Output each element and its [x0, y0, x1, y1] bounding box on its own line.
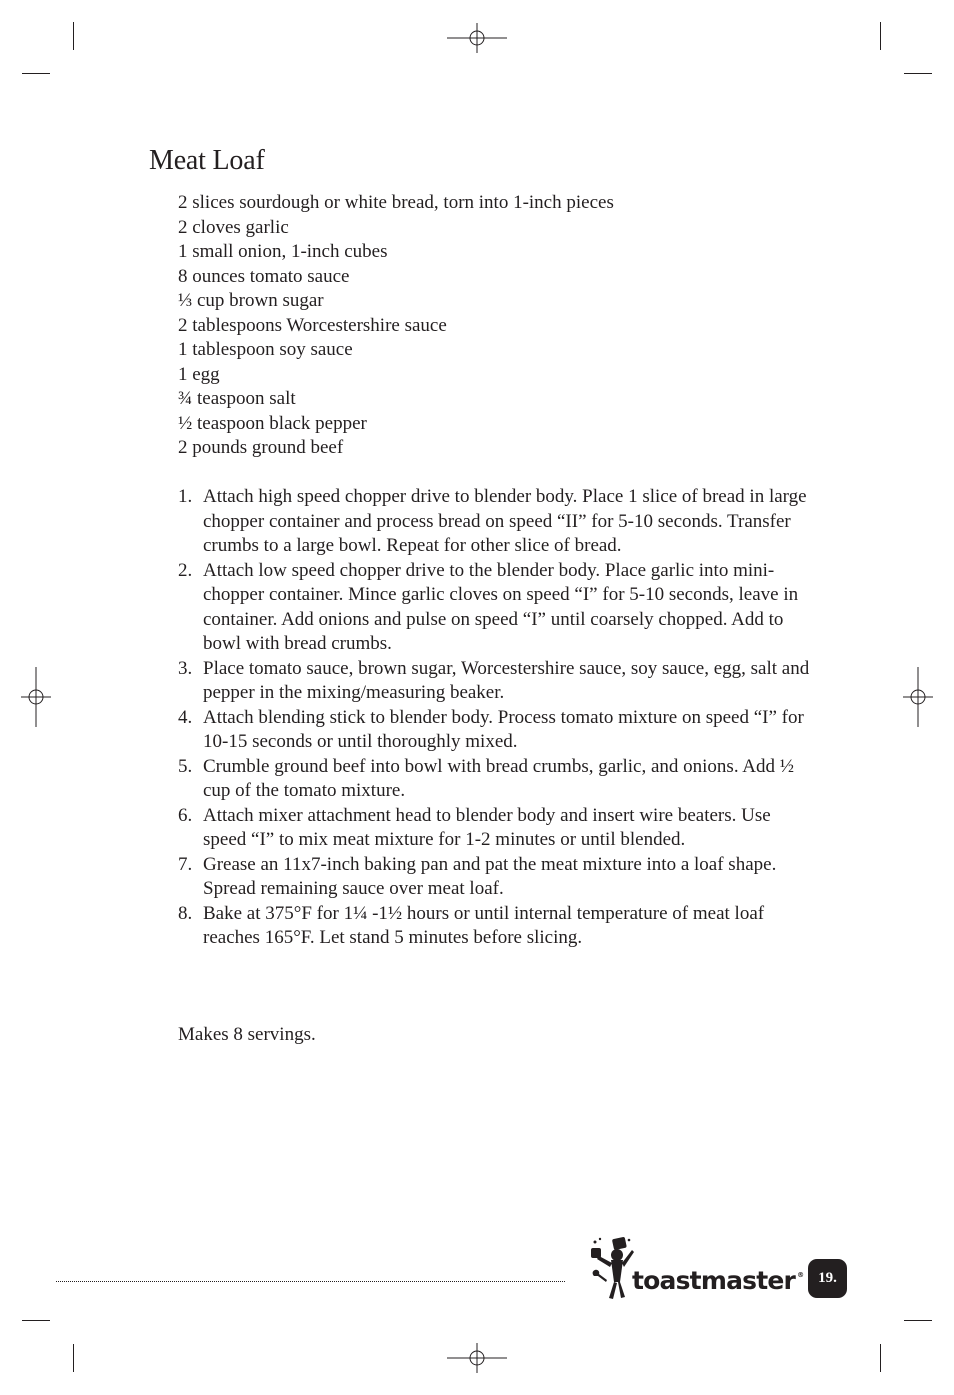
ingredient-item: 2 tablespoons Worcestershire sauce	[178, 314, 447, 336]
step-text: Attach low speed chopper drive to the blender body. Place garlic into mini-chopper container. Mince garlic cloves on speed “I” for 5-10 seconds, leave in container. Add onions and pulse on speed “I” until coarsely chopped. Add to bowl with bread crumbs.	[203, 559, 799, 654]
step-text: Attach blending stick to blender body. Process tomato mixture on speed “I” for 10-15 seconds or until thoroughly mixed.	[203, 706, 804, 752]
crop-mark	[904, 73, 932, 74]
ingredient-item: 1 egg	[178, 363, 220, 385]
instruction-step	[178, 706, 810, 755]
instruction-step	[178, 902, 810, 951]
recipe-title: Meat Loaf	[149, 145, 265, 176]
step-text: Attach mixer attachment head to blender body and insert wire beaters. Use speed “I” to mix meat mixture for 1-2 minutes or until blended.	[203, 804, 771, 850]
step-text: Grease an 11x7-inch baking pan and pat the meat mixture into a loaf shape. Spread remaining sauce over meat loaf.	[203, 853, 777, 899]
crop-mark	[904, 1320, 932, 1321]
brand-name: toastmaster	[632, 1266, 796, 1295]
brand-logo	[632, 1260, 803, 1296]
instruction-step	[178, 755, 810, 804]
step-text: Place tomato sauce, brown sugar, Worcestershire sauce, soy sauce, egg, salt and pepper in the mixing/measuring beaker.	[203, 657, 810, 703]
ingredient-list	[178, 191, 614, 461]
instruction-step	[178, 485, 810, 559]
step-number: 4.	[178, 706, 193, 728]
registration-mark-left	[21, 667, 51, 727]
step-number: 1.	[178, 486, 193, 507]
ingredient-item: ½ teaspoon black pepper	[178, 412, 367, 434]
step-number: 5.	[178, 755, 193, 777]
crop-mark	[22, 73, 50, 74]
crop-mark	[73, 1344, 74, 1372]
step-text: Attach high speed chopper drive to blender body. Place 1 slice of bread in large chopper container and process bread on speed “II” for 5-10 seconds. Transfer crumbs to a large bowl. Repeat for other slice of bread.	[203, 486, 807, 556]
crop-mark	[73, 22, 74, 50]
ingredient-item: 8 ounces tomato sauce	[178, 265, 350, 287]
registration-mark-right	[903, 667, 933, 727]
step-number: 2.	[178, 559, 193, 581]
instruction-step	[178, 657, 810, 706]
crop-mark	[22, 1320, 50, 1321]
toastmaster-mascot-icon	[589, 1236, 635, 1302]
step-text: Bake at 375°F for 1¼ -1½ hours or until internal temperature of meat loaf reaches 165°F. Let stand 5 minutes before slicing.	[203, 902, 765, 948]
page-number: 19.	[818, 1270, 837, 1286]
step-number: 8.	[178, 902, 193, 924]
step-number: 7.	[178, 853, 193, 875]
recipe-yield: Makes 8 servings.	[178, 1024, 316, 1045]
ingredient-item: 2 slices sourdough or white bread, torn into 1-inch pieces	[178, 192, 614, 213]
registration-mark-top	[447, 23, 507, 53]
step-number: 3.	[178, 657, 193, 679]
crop-mark	[880, 1344, 881, 1372]
footer-dotted-rule	[56, 1281, 565, 1282]
instruction-list	[178, 485, 810, 951]
trademark-symbol: ®	[797, 1271, 804, 1279]
step-text: Crumble ground beef into bowl with bread crumbs, garlic, and onions. Add ½ cup of the tomato mixture.	[203, 755, 795, 801]
instruction-step	[178, 804, 810, 853]
instruction-step	[178, 853, 810, 902]
step-number: 6.	[178, 804, 193, 826]
ingredient-item: 2 pounds ground beef	[178, 437, 344, 458]
instruction-step	[178, 559, 810, 657]
ingredient-item: 2 cloves garlic	[178, 216, 289, 238]
ingredient-item: 1 small onion, 1-inch cubes	[178, 241, 388, 262]
registration-mark-bottom	[447, 1343, 507, 1373]
crop-mark	[880, 22, 881, 50]
page-number-badge	[808, 1259, 847, 1298]
ingredient-item: ⅓ cup brown sugar	[178, 290, 324, 311]
ingredient-item: 1 tablespoon soy sauce	[178, 339, 353, 360]
ingredient-item: ¾ teaspoon salt	[178, 388, 296, 409]
